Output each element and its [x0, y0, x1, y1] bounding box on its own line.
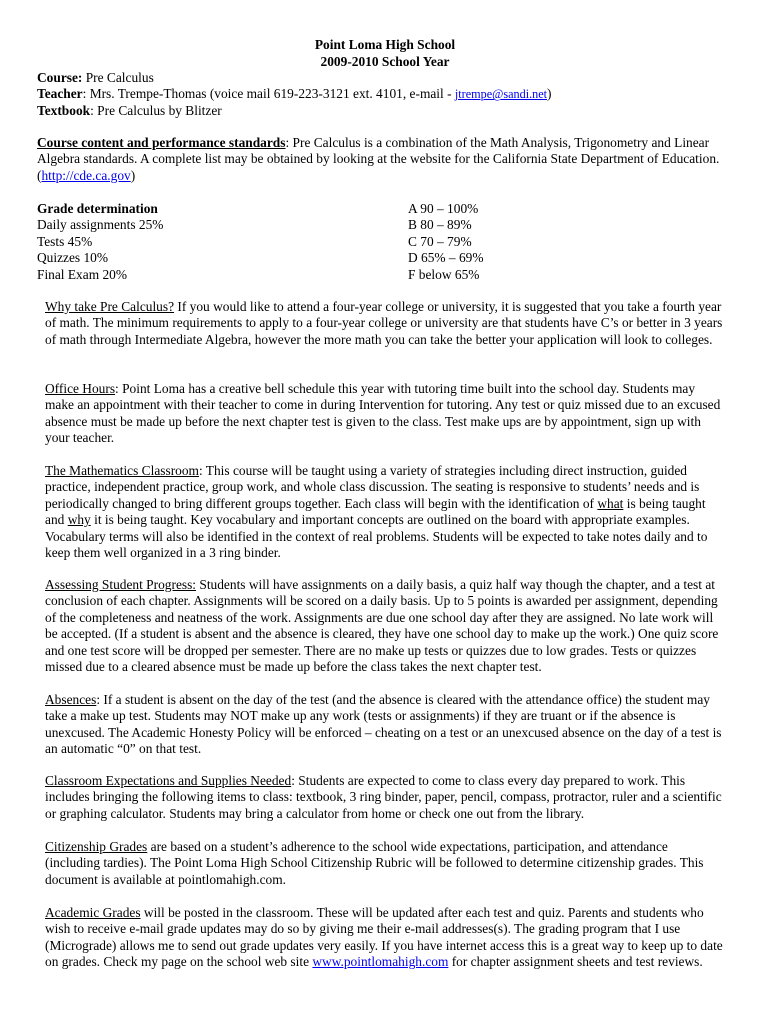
content-standards-heading: Course content and performance standards — [37, 135, 286, 150]
textbook-line — [37, 103, 737, 119]
grade-weight-item: Daily assignments 25% — [37, 217, 164, 233]
course-value: Pre Calculus — [82, 70, 154, 85]
school-title: Point Loma High School — [314, 37, 456, 52]
grade-weight-item: Final Exam 20% — [37, 266, 128, 282]
why-text: If you would like to attend a four-year college or university, it is suggested that you take a fourth year of math. The minimum requirements to apply to a four-year college or university are that students have C’s or better in 3 years of math through Intermediate Algebra, however the more math you can take the better your application will look to colleges. — [45, 299, 723, 347]
grade-weight-item: Quizzes 10% — [37, 250, 109, 266]
content-standards-text: : Pre Calculus is a combination of the Math Analysis, Trigonometry and Linear Algebra standards. A complete list may be obtained by looking at the website for the California State Department of Education. ( — [37, 135, 720, 183]
assessing-heading: Assessing Student Progress: — [45, 577, 197, 592]
grade-determination — [37, 201, 337, 283]
absences-heading: Absences — [45, 692, 97, 707]
citizenship-heading: Citizenship Grades — [45, 839, 148, 854]
absences-section — [45, 692, 725, 758]
why-heading: Why take Pre Calculus? — [45, 299, 175, 314]
classroom-text-c: it is being taught. Key vocabulary and important concepts are outlined on the board with appropriate examples. Vocabulary terms will also be identified in the context of real problems. Students will be expected to take notes daily and to keep them well organized in a 3 ring binder. — [45, 512, 708, 561]
classroom-what: what — [597, 495, 624, 511]
grade-scale — [408, 201, 608, 283]
grade-scale-item: B 80 – 89% — [408, 217, 472, 233]
grade-weight-item: Tests 45% — [37, 233, 93, 249]
expectations-text: : Students are expected to come to class every day prepared to work. This includes bringing the following items to class: textbook, 3 ring binder, paper, pencil, compass, protractor, ruler and a scientific or graphing calculator. Students may bring a calculator from home or check one out from the library. — [45, 773, 722, 821]
assessing-text: Students will have assignments on a daily basis, a quiz half way though the chapter, and a test at conclusion of each chapter. Assignments will be scored on a daily basis. Up to 5 points is awarded per assignment, depending of the completeness and neatness of the work. Assignments are due one school day after they are assigned. No late work will be accepted. (If a student is absent and the absence is cleared, they have one school day to make up the work.) One quiz score and one test score will be dropped per semester. There are no make up tests or quizzes due to low grades. Tests or quizzes missed due to a cleared absence must be made up before the class takes the next chapter test. — [45, 577, 719, 675]
office-hours-text: : Point Loma has a creative bell schedule this year with tutoring time built into the school day. Students may make an appointment with their teacher to come in during Intervention for tutoring. Any test or quiz missed due to an excused absence must be made up before the next chapter test is given to the class. Test make ups are by appointment, sign up with your teacher. — [45, 381, 721, 446]
citizenship-section — [45, 839, 725, 888]
academic-grades-section — [45, 905, 725, 971]
why-section — [45, 299, 725, 348]
classroom-section — [45, 463, 725, 561]
school-website-link[interactable]: www.pointlomahigh.com — [312, 954, 449, 970]
grade-scale-item: F below 65% — [408, 266, 480, 282]
office-hours-heading: Office Hours — [45, 381, 116, 396]
grade-scale-item: D 65% – 69% — [408, 250, 484, 266]
teacher-value: : Mrs. Trempe-Thomas (voice mail 619-223-3121 ext. 4101, e-mail - — [82, 86, 455, 102]
course-info — [37, 70, 737, 119]
school-year: 2009-2010 School Year — [320, 54, 450, 69]
textbook-value: : Pre Calculus by Blitzer — [90, 102, 222, 118]
classroom-heading: The Mathematics Classroom — [45, 463, 199, 478]
content-standards-close: ) — [130, 167, 136, 183]
teacher-label: Teacher — [37, 86, 83, 102]
expectations-section — [45, 773, 725, 822]
assessing-section — [45, 577, 725, 675]
course-line — [37, 70, 737, 86]
classroom-text-b: is being taught and — [45, 495, 706, 528]
classroom-text-a: : This course will be taught using a variety of strategies including direct instruction, guided practice, independent practice, group work, and whole class discussion. The seating is responsive to students’ needs and is periodically changed to bring different groups together. Each class will begin with the identification of — [45, 463, 700, 511]
teacher-close: ) — [547, 86, 552, 102]
grade-heading: Grade determination — [37, 201, 158, 216]
cde-link[interactable]: http://cde.ca.gov — [41, 167, 131, 183]
teacher-email-link[interactable]: jtrempe@sandi.net — [454, 87, 548, 102]
content-standards — [37, 135, 737, 184]
classroom-why: why — [67, 512, 91, 528]
academic-grades-text-b: for chapter assignment sheets and test reviews. — [448, 954, 703, 970]
grade-scale-item: C 70 – 79% — [408, 233, 472, 249]
office-hours-section — [45, 381, 725, 447]
grade-scale-item: A 90 – 100% — [408, 201, 479, 216]
textbook-label: Textbook — [37, 102, 91, 118]
academic-grades-text-a: will be posted in the classroom. These will be updated after each test and quiz. Parents and students who wish to receive e-mail grade updates may do so by giving me their e-mail addresses(s). The grading program that I use (Micrograde) allows me to send out grade updates very easily. If you have internet access this is a great way to keep up to date on grades. Check my page on the school web site — [45, 905, 723, 970]
expectations-heading: Classroom Expectations and Supplies Needed — [45, 773, 292, 788]
course-label: Course: — [37, 70, 83, 85]
citizenship-text: are based on a student’s adherence to the school wide expectations, participation, and attendance (including tardies). The Point Loma High School Citizenship Rubric will be followed to determine citizenship grades. This document is available at pointlomahigh.com. — [45, 839, 704, 887]
teacher-line — [37, 86, 737, 102]
absences-text: : If a student is absent on the day of the test (and the absence is cleared with the attendance office) the student may take a make up test. Students may NOT make up any work (tests or assignments) if they are truant or if the absence is unexcused. The Academic Honesty Policy will be enforced – cheating on a test or an unexcused absence on the day of a test is an automatic “0” on that test. — [45, 692, 722, 757]
academic-grades-heading: Academic Grades — [45, 905, 141, 920]
